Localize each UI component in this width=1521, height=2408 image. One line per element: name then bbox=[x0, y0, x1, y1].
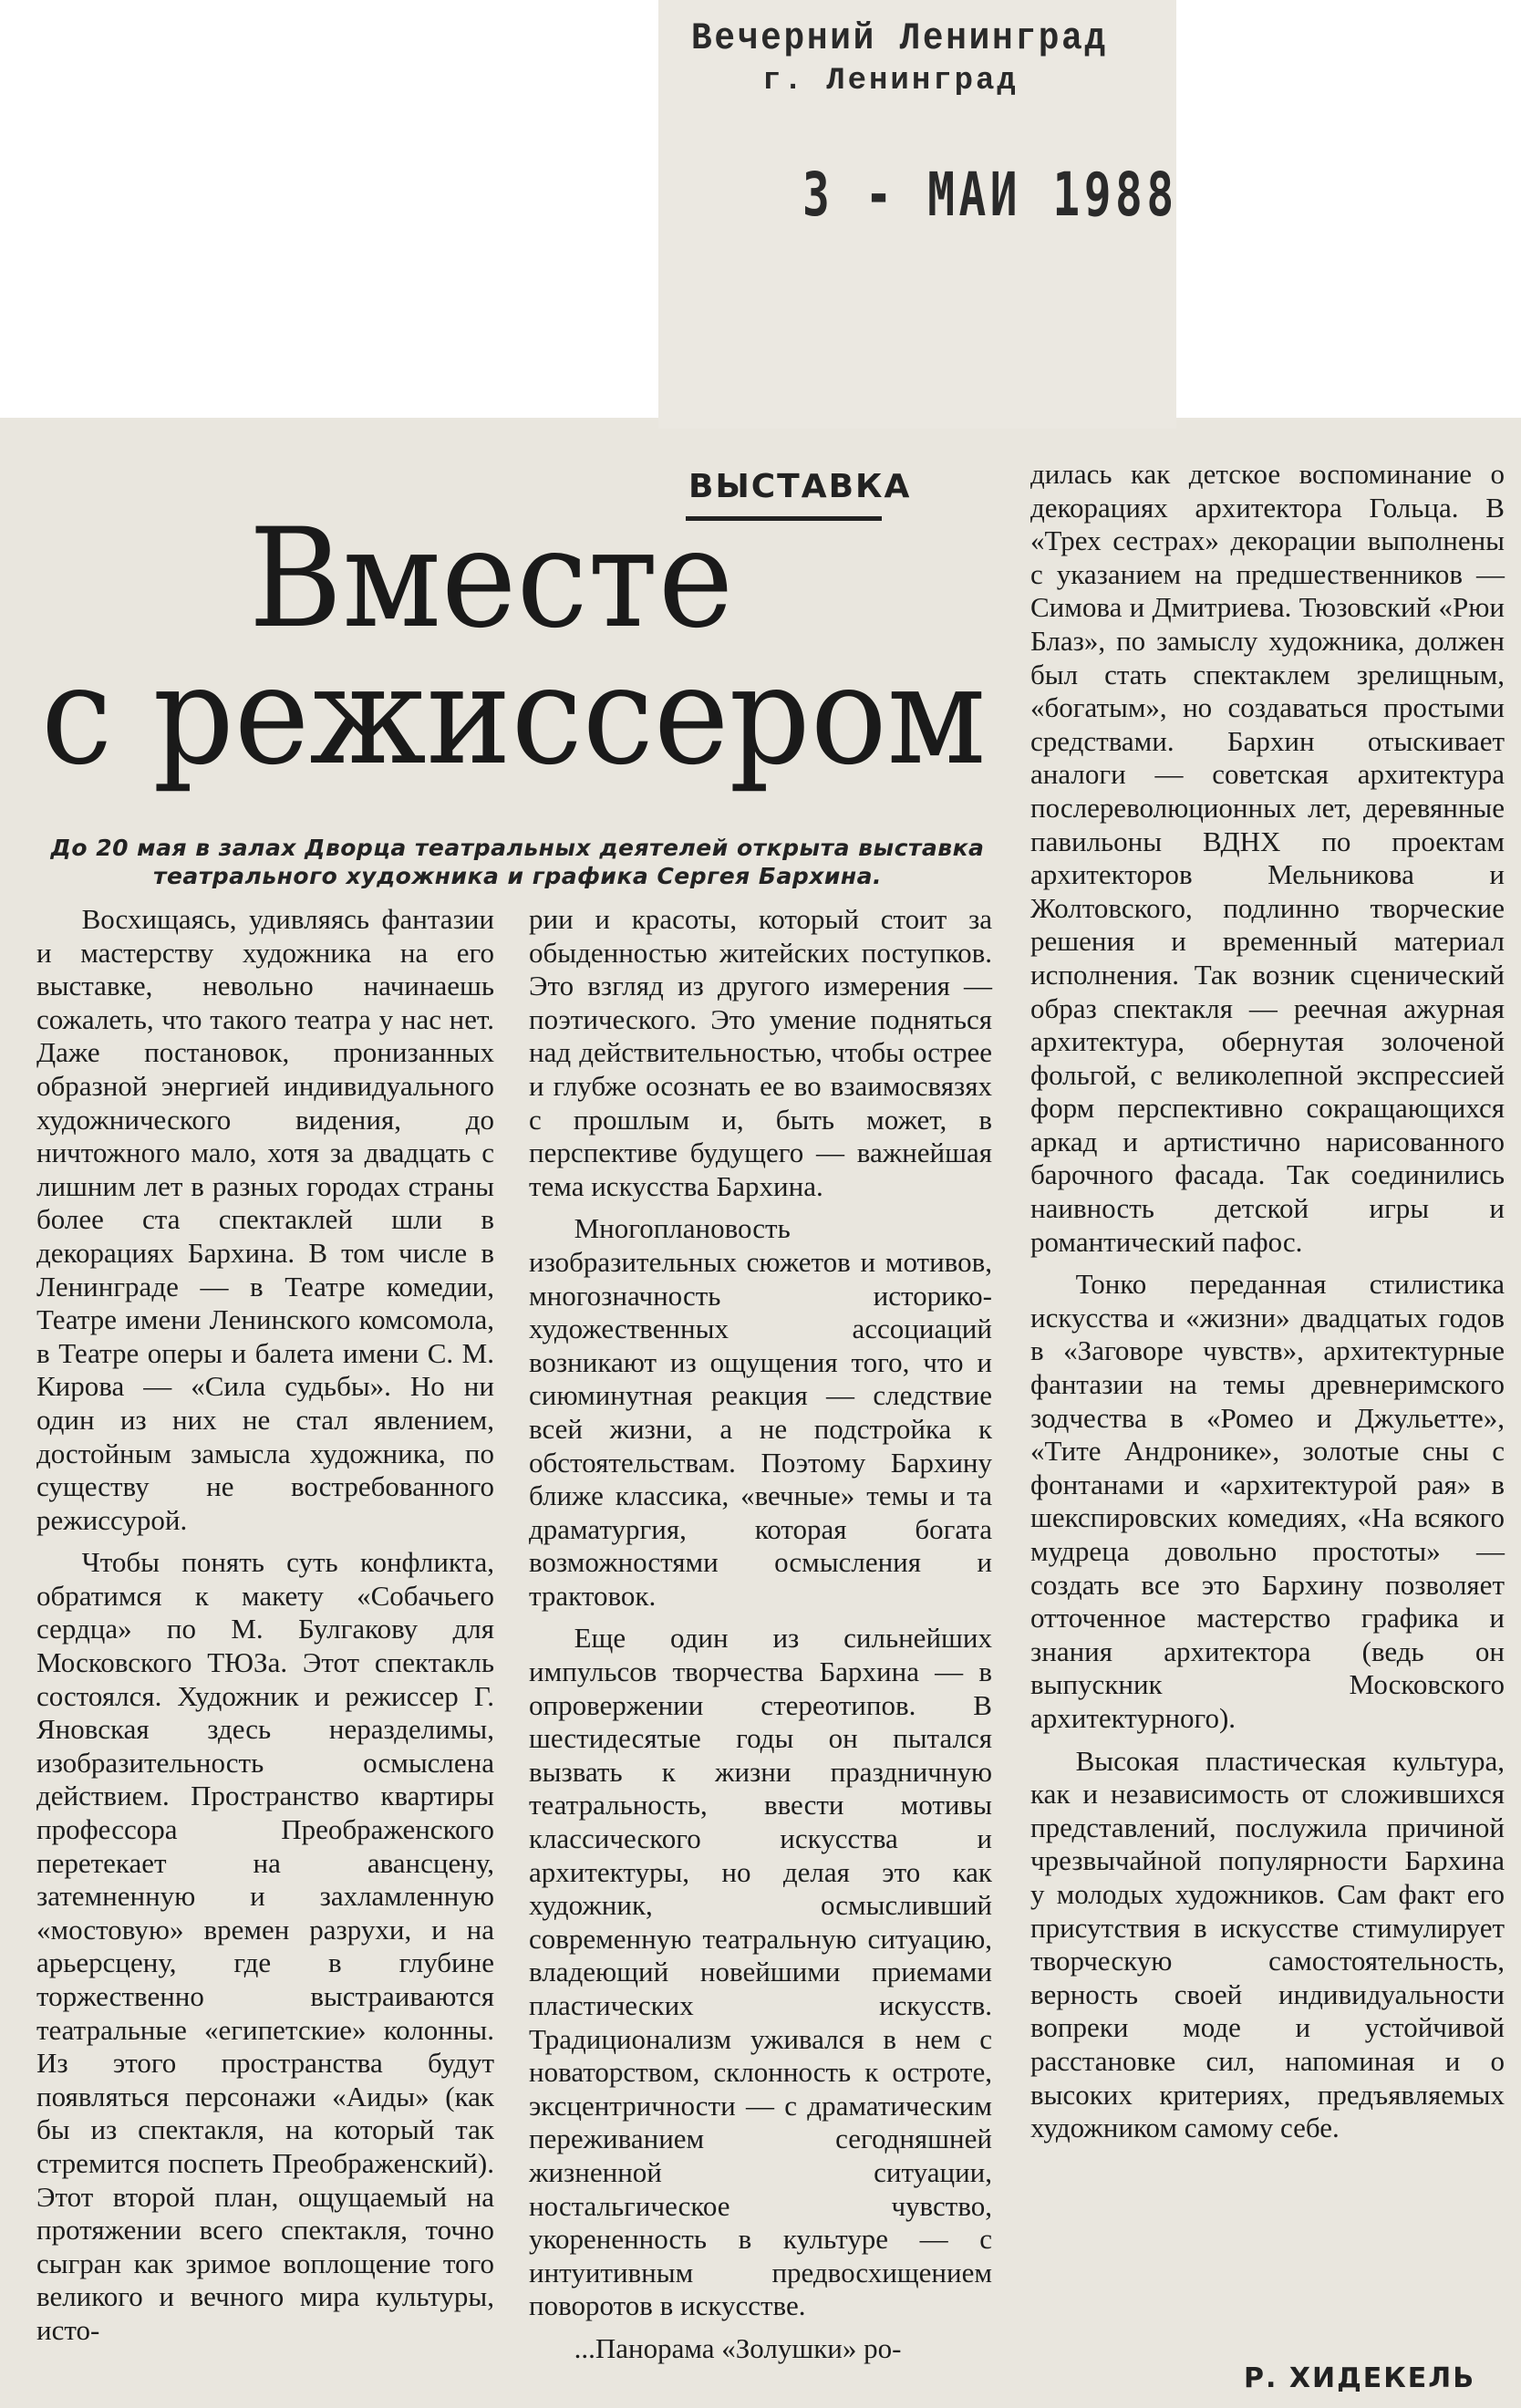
paragraph: Многоплановость изобразительных сюжетов и мотивов, многозначность историко-художественных ассоциаций возникают из ощущения того, что и сиюминутная реакция — следствие всей жизни, а не подстройка к обстоятельствам. Поэтому Бархину ближе классика, «вечные» темы и та драматургия, которая богата возможностями осмысления и трактовок. bbox=[529, 1212, 992, 1612]
newspaper-name: Вечерний Ленинград bbox=[691, 16, 1108, 60]
paragraph: Высокая пластическая культура, как и независимость от сложившихся представлений, послужила причиной чрезвычайной популярности Бархина у молодых художников. Сам факт его присутствия в искусстве стимулирует творческую самостоятельность, верность своей индивидуальности вопреки моде и устойчивой расстановке сил, напоминая и о высоких критериях, предъявляемых художником самому себе. bbox=[1030, 1744, 1505, 2144]
section-rubric: ВЫСТАВКА bbox=[688, 468, 912, 505]
paragraph: Еще один из сильнейших импульсов творчества Бархина — в опровержении стереотипов. В шестидесятые годы он пытался вызвать к жизни праздничную театральность, ввести мотивы классического искусства и архитектуры, но делая это как художник, осмысливший современную театральную ситуацию, владеющий новейшими приемами пластических искусств. Традиционализм уживался в нем с новаторством, склонность к остроте, эксцентричности — с драматическим переживанием сегодняшней жизненной ситуации, ностальгическое чувство, укорененность в культуре — с интуитивным предвосхищением поворотов в искусстве. bbox=[529, 1622, 992, 2322]
paragraph: дилась как детское воспоминание о декорациях архитектора Гольца. В «Трех сестрах» декорации выполнены с указанием на предшественников — Симова и Дмитриева. Тюзовский «Рюи Блаз», по замыслу художника, должен был стать спектаклем зрелищным, «богатым», но создаваться простыми средствами. Бархин отыскивает аналоги — советская архитектура послереволюционных лет, деревянные павильоны ВДНХ по проектам архитекторов Мельникова и Жолтовского, подлинно творческие решения и временный материал исполнения. Так возник сценический образ спектакля — реечная ажурная архитектура, обернутая золоченой фольгой, с великолепной экспрессией форм перспективно сокращающихся аркад и артистично нарисованного барочного фасада. Так соединились наивность детской игры и романтический пафос. bbox=[1030, 458, 1505, 1258]
article-column-2 bbox=[529, 903, 992, 2366]
paragraph: ...Панорама «Золушки» ро- bbox=[574, 2331, 902, 2364]
article-lead: До 20 мая в залах Дворца театральных деятелей открыта выставка театрального художника и графика Сергея Бархина. bbox=[50, 835, 985, 889]
issue-date: 3 - МАИ 1988 bbox=[802, 160, 1178, 230]
paragraph: Чтобы понять суть конфликта, обратимся к макету «Собачьего сердца» по М. Булгакову для Московского ТЮЗа. Этот спектакль состоялся. Художник и режиссер Г. Яновская здесь неразделимы, изобразительность осмыслена действием. Пространство квартиры профессора Преображенского перетекает на авансцену, затемненную и захламленную «мостовую» времен разрухи, и на арьерсцену, где в глубине торжественно выстраиваются театральные «египетские» колонны. Из этого пространства будут появляться персонажи «Аиды» (как бы из спектакля, на который так стремится поспеть Преображенский). Этот второй план, ощущаемый на протяжении всего спектакля, точно сыгран как зримое воплощение того великого и вечного мира культуры, исто- bbox=[36, 1546, 494, 2346]
newspaper-city: г. Ленинград bbox=[762, 64, 1019, 99]
headline-line-2: с режиссером bbox=[41, 637, 987, 795]
headline-line-1: Вместе bbox=[248, 500, 734, 659]
paragraph: рии и красоты, который стоит за обыденностью житейских поступков. Это взгляд из другого измерения — поэтического. Это умение подняться над действительностью, чтобы острее и глубже осознать ее во взаимосвязях с прошлым и, быть может, в перспективе будущего — важнейшая тема искусства Бархина. bbox=[529, 903, 992, 1202]
paragraph: Тонко переданная стилистика искусства и «жизни» двадцатых годов в «Заговоре чувств», архитектурные фантазии на темы древнеримского зодчества в «Ромео и Джульетте», «Тите Андронике», золотые сны с фонтанами и «архитектурой рая» в шекспировских комедиях, «На всякого мудреца довольно простоты» — создать все это Бархину позволяет отточенное мастерство графика и знания архитектора (ведь он выпускник Московского архитектурного). bbox=[1030, 1268, 1505, 1734]
article-headline bbox=[41, 500, 987, 795]
article-column-1 bbox=[36, 903, 494, 2348]
author-signature: Р. ХИДЕКЕЛЬ bbox=[1244, 2362, 1476, 2394]
article-column-3 bbox=[1030, 458, 1505, 2145]
paragraph: Восхищаясь, удивляясь фантазии и мастерству художника на его выставке, невольно начинаешь сожалеть, что такого театра у нас нет. Даже постановок, пронизанных образной энергией индивидуального художнического видения, до ничтожного мало, хотя за двадцать с лишним лет в разных городах страны более ста спектаклей шли в декорациях Бархина. В том числе в Ленинграде — в Театре комедии, Театре имени Ленинского комсомола, в Театре оперы и балета имени С. М. Кирова — «Сила судьбы». Но ни один из них не стал явлением, достойным замысла художника, по существу не востребованного режиссурой. bbox=[36, 903, 494, 1536]
